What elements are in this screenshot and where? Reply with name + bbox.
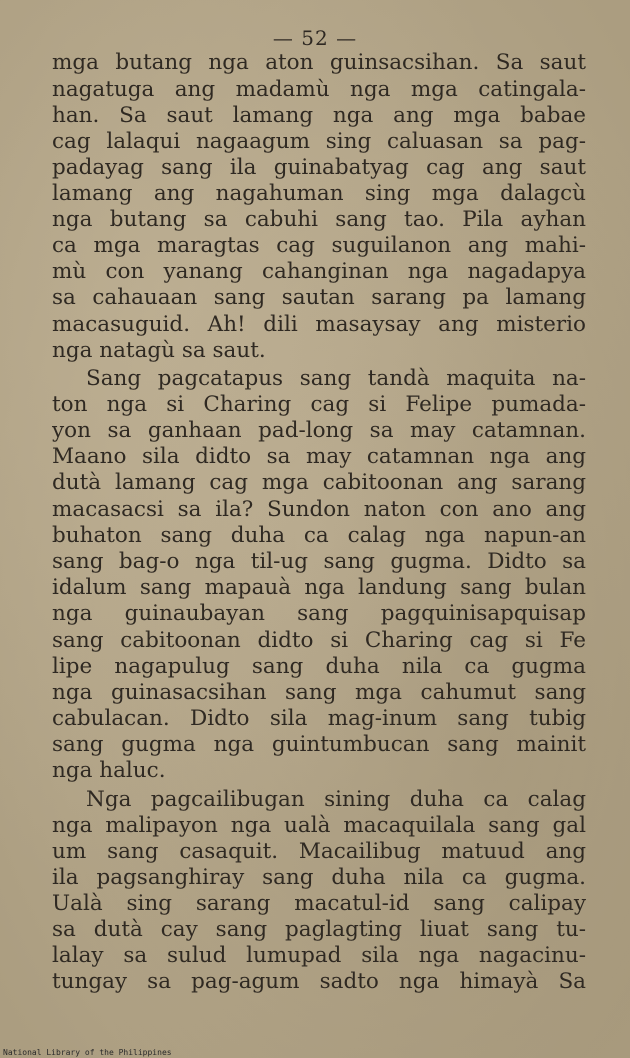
text-line: sang gugma nga guintumbucan sang mainit xyxy=(52,732,586,757)
text-line: dutà lamang cag mga cabitoonan ang sarang xyxy=(52,470,586,495)
text-line: ca mga maragtas cag suguilanon ang mahi- xyxy=(52,233,586,258)
text-line: macasacsi sa ila? Sundon naton con ano ang xyxy=(52,497,586,522)
text-line: cabulacan. Didto sila mag-inum sang tubig xyxy=(52,706,586,731)
text-line: nga natagù sa saut. xyxy=(52,338,266,363)
text-line: nagatuga ang madamù nga mga catingala- xyxy=(52,77,586,102)
text-line: sang cabitoonan didto si Charing cag si Fe xyxy=(52,628,586,653)
text-line: yon sa ganhaan pad-long sa may catamnan. xyxy=(52,418,586,443)
text-line: lipe nagapulug sang duha nila ca gugma xyxy=(52,654,586,679)
text-line: sang bag-o nga til-ug sang gugma. Didto sa xyxy=(52,549,586,574)
text-line: nga guinasacsihan sang mga cahumut sang xyxy=(52,680,586,705)
text-line: sa cahauaan sang sautan sarang pa lamang xyxy=(52,285,586,310)
text-line: mù con yanang cahanginan nga nagadapya xyxy=(52,259,586,284)
page-number: — 52 — xyxy=(272,26,358,50)
text-line: nga butang sa cabuhi sang tao. Pila ayhan xyxy=(52,207,586,232)
text-line: lamang ang nagahuman sing mga dalagcù xyxy=(52,181,586,206)
text-line: ila pagsanghiray sang duha nila ca gugma. xyxy=(52,865,586,890)
paragraph-first-line: Sang pagcatapus sang tandà maquita na- xyxy=(86,366,586,391)
text-line: Maano sila didto sa may catamnan nga ang xyxy=(52,444,586,469)
text-line: buhaton sang duha ca calag nga napun-an xyxy=(52,523,586,548)
text-line: lalay sa sulud lumupad sila nga nagacinu- xyxy=(52,943,586,968)
text-line: tungay sa pag-agum sadto nga himayà Sa xyxy=(52,969,586,994)
paragraph-first-line: Nga pagcailibugan sining duha ca calag xyxy=(86,787,586,812)
text-line: han. Sa saut lamang nga ang mga babae xyxy=(52,103,586,128)
text-line: nga guinaubayan sang pagquinisapquisap xyxy=(52,601,586,626)
text-line: nga malipayon nga ualà macaquilala sang gal xyxy=(52,813,586,838)
text-line: cag lalaqui nagaagum sing caluasan sa pag- xyxy=(52,129,586,154)
text-line: macasuguid. Ah! dili masaysay ang misterio xyxy=(52,312,586,337)
text-line: um sang casaquit. Macailibug matuud ang xyxy=(52,839,586,864)
text-line: nga haluc. xyxy=(52,758,166,783)
text-line: sa dutà cay sang paglagting liuat sang tu- xyxy=(52,917,586,942)
text-line: ton nga si Charing cag si Felipe pumada- xyxy=(52,392,586,417)
text-line: padayag sang ila guinabatyag cag ang saut xyxy=(52,155,586,180)
text-line: Ualà sing sarang macatul-id sang calipay xyxy=(52,891,586,916)
text-line: mga butang nga aton guinsacsihan. Sa saut xyxy=(52,50,586,75)
library-credit: National Library of the Philippines xyxy=(3,1048,172,1057)
text-line: idalum sang mapauà nga landung sang bulan xyxy=(52,575,586,600)
